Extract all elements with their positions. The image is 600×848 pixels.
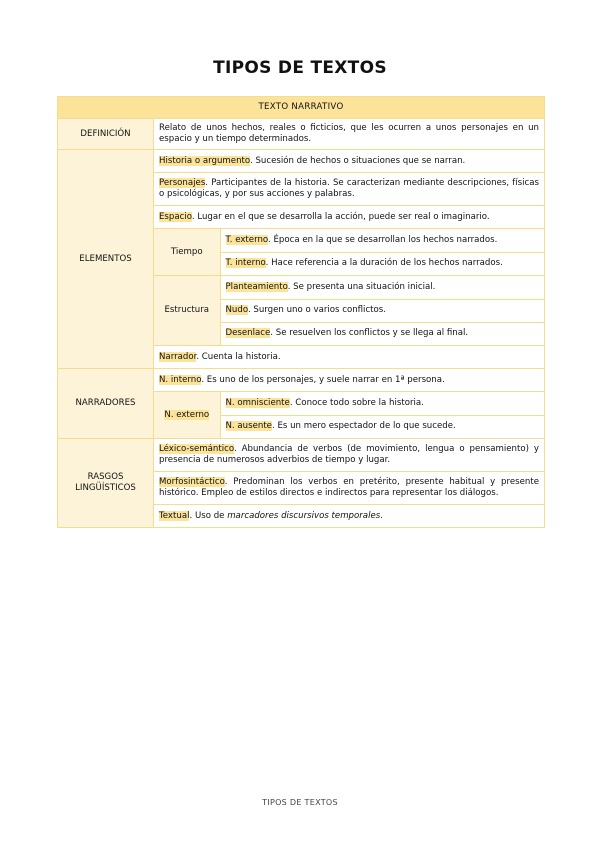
rasgos-label bbox=[58, 439, 154, 528]
desenlace-text: . Se resuelven los conflictos y se llega al final. bbox=[270, 328, 469, 339]
personajes-text: . Participantes de la historia. Se caracterizan mediante descripciones, físicas o psicológicas, y por sus acciones y palabras. bbox=[159, 178, 539, 199]
tiempo-externo-cell bbox=[220, 229, 544, 252]
textual-text-after: . bbox=[380, 510, 383, 521]
tiempo-interno-text: . Hace referencia a la duración de los hechos narrados. bbox=[265, 258, 503, 269]
desenlace-cell bbox=[220, 322, 544, 345]
personajes-term: Personajes bbox=[159, 178, 206, 188]
estructura-cell bbox=[154, 276, 545, 346]
n-interno-cell bbox=[154, 369, 545, 392]
elementos-label: ELEMENTOS bbox=[58, 150, 154, 369]
espacio-text: . Lugar en el que se desarrolla la acción, puede ser real o imaginario. bbox=[191, 211, 490, 222]
morfo-text: . Predominan los verbos en pretérito, presente habitual y presente histórico. Empleo de estilos directos e indirectos para representar los diálogos. bbox=[159, 477, 539, 498]
rasgos-label-line2: LINGÜÍSTICOS bbox=[75, 483, 136, 493]
lexico-term: Léxico-semántico bbox=[159, 444, 234, 454]
historia-cell bbox=[154, 150, 545, 173]
textual-text-italic: marcadores discursivos temporales bbox=[227, 510, 381, 521]
definicion-text: Relato de unos hechos, reales o ficticios, que les ocurren a unos personajes en un espacio y un tiempo determinados. bbox=[154, 119, 545, 150]
n-ausente-cell bbox=[220, 415, 544, 438]
narradores-label: NARRADORES bbox=[58, 369, 154, 439]
tiempo-label: Tiempo bbox=[154, 229, 220, 275]
rasgos-label-line1: RASGOS bbox=[87, 472, 124, 482]
tiempo-interno-term: T. interno bbox=[225, 258, 266, 269]
estructura-label: Estructura bbox=[154, 276, 220, 345]
page-footer: TIPOS DE TEXTOS bbox=[262, 798, 338, 807]
rasgos-lexico-row bbox=[58, 439, 545, 472]
n-interno-text: . Es uno de los personajes, y suele narrar en 1ª persona. bbox=[201, 374, 445, 385]
n-omnisciente-term: N. omnisciente bbox=[225, 397, 290, 408]
definicion-label: DEFINICIÓN bbox=[58, 119, 154, 150]
historia-term: Historia o argumento bbox=[159, 155, 250, 166]
textual-cell bbox=[154, 505, 545, 528]
espacio-cell bbox=[154, 206, 545, 229]
definicion-row bbox=[58, 119, 545, 150]
tiempo-externo-text: . Época en la que se desarrollan los hechos narrados. bbox=[268, 234, 498, 245]
n-ausente-text: . Es un mero espectador de lo que sucede. bbox=[271, 421, 456, 432]
n-externo-label: N. externo bbox=[164, 409, 210, 420]
planteamiento-text: . Se presenta una situación inicial. bbox=[287, 281, 436, 292]
narradores-interno-row bbox=[58, 369, 545, 392]
elementos-historia-row bbox=[58, 150, 545, 173]
narrador-text: . Cuenta la historia. bbox=[196, 351, 281, 362]
n-omnisciente-text: . Conoce todo sobre la historia. bbox=[289, 397, 424, 408]
n-interno-term: N. interno bbox=[159, 374, 202, 385]
tiempo-interno-cell bbox=[220, 252, 544, 275]
narrative-text-table bbox=[57, 96, 545, 528]
tiempo-cell bbox=[154, 229, 545, 276]
planteamiento-term: Planteamiento bbox=[225, 281, 288, 292]
narrador-cell bbox=[154, 346, 545, 369]
n-omnisciente-cell bbox=[220, 392, 544, 415]
tiempo-externo-term: T. externo bbox=[225, 234, 269, 245]
historia-text: . Sucesión de hechos o situaciones que se narran. bbox=[250, 155, 466, 166]
lexico-text: . Abundancia de verbos (de movimiento, lengua o pensamiento) y presencia de numerosos adverbios de tiempo y lugar. bbox=[159, 444, 539, 465]
textual-text-before: . Uso de bbox=[189, 510, 228, 521]
desenlace-term: Desenlace bbox=[225, 328, 271, 339]
lexico-cell bbox=[154, 439, 545, 472]
nudo-term: Nudo bbox=[225, 305, 248, 315]
planteamiento-cell bbox=[220, 276, 544, 299]
espacio-term: Espacio bbox=[159, 211, 192, 222]
n-externo-cell bbox=[154, 392, 545, 439]
morfo-term: Morfosintáctico bbox=[159, 477, 225, 487]
n-ausente-term: N. ausente bbox=[225, 421, 272, 432]
table-header-row bbox=[58, 97, 545, 119]
textual-term: Textual bbox=[159, 510, 190, 521]
table-header: TEXTO NARRATIVO bbox=[58, 97, 545, 119]
nudo-text: . Surgen uno o varios conflictos. bbox=[247, 305, 387, 315]
nudo-cell bbox=[220, 299, 544, 322]
morfo-cell bbox=[154, 472, 545, 505]
personajes-cell bbox=[154, 173, 545, 206]
narrador-term: Narrador bbox=[159, 351, 197, 362]
page-title: TIPOS DE TEXTOS bbox=[213, 58, 387, 78]
n-externo-label-cell bbox=[154, 392, 220, 438]
